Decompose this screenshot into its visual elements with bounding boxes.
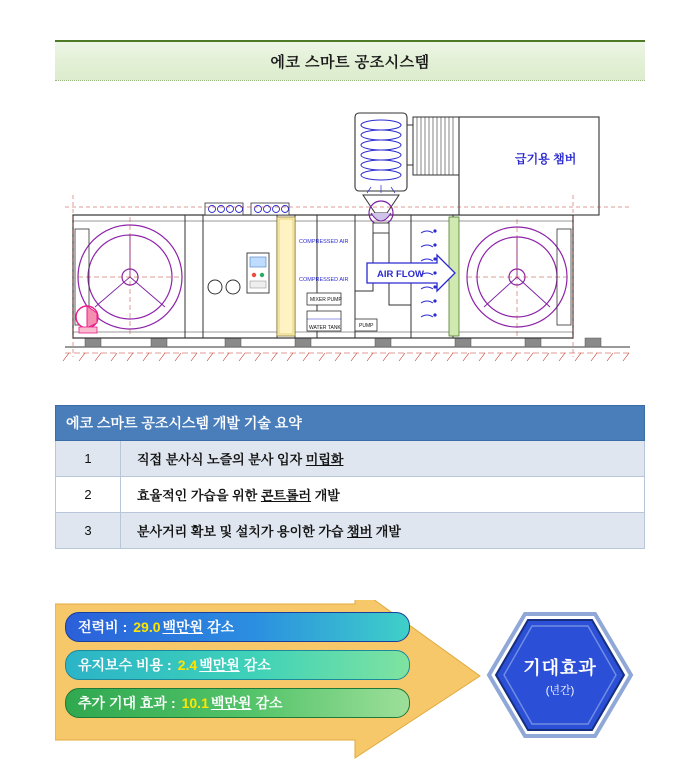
table-header-row	[56, 406, 645, 441]
expected-effect-hexagon	[485, 608, 635, 743]
effect-unit: 백만원	[210, 695, 252, 711]
row-number: 2	[56, 477, 121, 513]
effect-suffix: 감소	[243, 657, 271, 673]
row-desc-pre: 직접 분사식 노즐의 분사 입자	[137, 452, 306, 467]
effect-label: 유지보수 비용	[78, 657, 164, 673]
row-number: 3	[56, 513, 121, 549]
page-title: 에코 스마트 공조시스템	[270, 53, 430, 71]
expected-effects-block	[55, 600, 645, 763]
pump-label: PUMP	[359, 323, 374, 329]
mixer-pump-label: MIXER PUMP	[310, 297, 342, 303]
effect-suffix: 감소	[255, 695, 283, 711]
row-desc-pre: 분사거리 확보 및 설치가 용이한 가습	[137, 524, 348, 539]
table-row	[56, 477, 645, 513]
chamber-label: 급기용 챔버	[515, 152, 577, 166]
row-desc-pre: 효율적인 가습을 위한	[137, 488, 261, 503]
effect-unit: 백만원	[199, 657, 240, 673]
water-tank-label: WATER TANK	[309, 325, 341, 331]
row-desc-keyword: 콘트롤러	[260, 488, 312, 503]
effect-value: 10.1	[181, 695, 209, 711]
effect-separator: :	[167, 657, 172, 673]
row-desc-keyword: 챔버	[347, 524, 373, 539]
effect-label: 추가 기대 효과	[78, 695, 167, 711]
effect-value: 29.0	[133, 619, 161, 635]
effect-bar-maintenance-cost	[65, 650, 410, 680]
effect-label: 전력비	[78, 619, 119, 635]
row-desc-post: 개발	[311, 488, 340, 503]
compressed-air-label-1: COMPRESSED AIR	[299, 239, 349, 245]
effect-separator: :	[122, 619, 128, 635]
schematic-drawing	[55, 95, 645, 370]
system-schematic-diagram	[55, 95, 645, 370]
row-desc-keyword: 미립화	[305, 452, 344, 467]
page-title-banner	[55, 40, 645, 81]
row-description	[121, 513, 645, 549]
effect-suffix: 감소	[207, 619, 235, 635]
effect-value: 2.4	[177, 657, 198, 673]
effect-unit: 백만원	[162, 619, 204, 635]
tech-summary-table	[55, 405, 645, 549]
table-row	[56, 441, 645, 477]
hexagon-main-text: 기대효과	[523, 658, 597, 678]
table-header-cell: 에코 스마트 공조시스템 개발 기술 요약	[56, 406, 645, 441]
row-desc-post: 개발	[372, 524, 401, 539]
compressed-air-label-2: COMPRESSED AIR	[299, 277, 349, 283]
effect-bar-power-cost	[65, 612, 410, 642]
hexagon-sub-text: (년간)	[545, 685, 575, 697]
row-description	[121, 441, 645, 477]
row-description	[121, 477, 645, 513]
table-row	[56, 513, 645, 549]
effect-bar-additional-effect	[65, 688, 410, 718]
svg-text:AIR FLOW: AIR FLOW	[377, 269, 424, 280]
row-number: 1	[56, 441, 121, 477]
effect-separator: :	[170, 695, 176, 711]
